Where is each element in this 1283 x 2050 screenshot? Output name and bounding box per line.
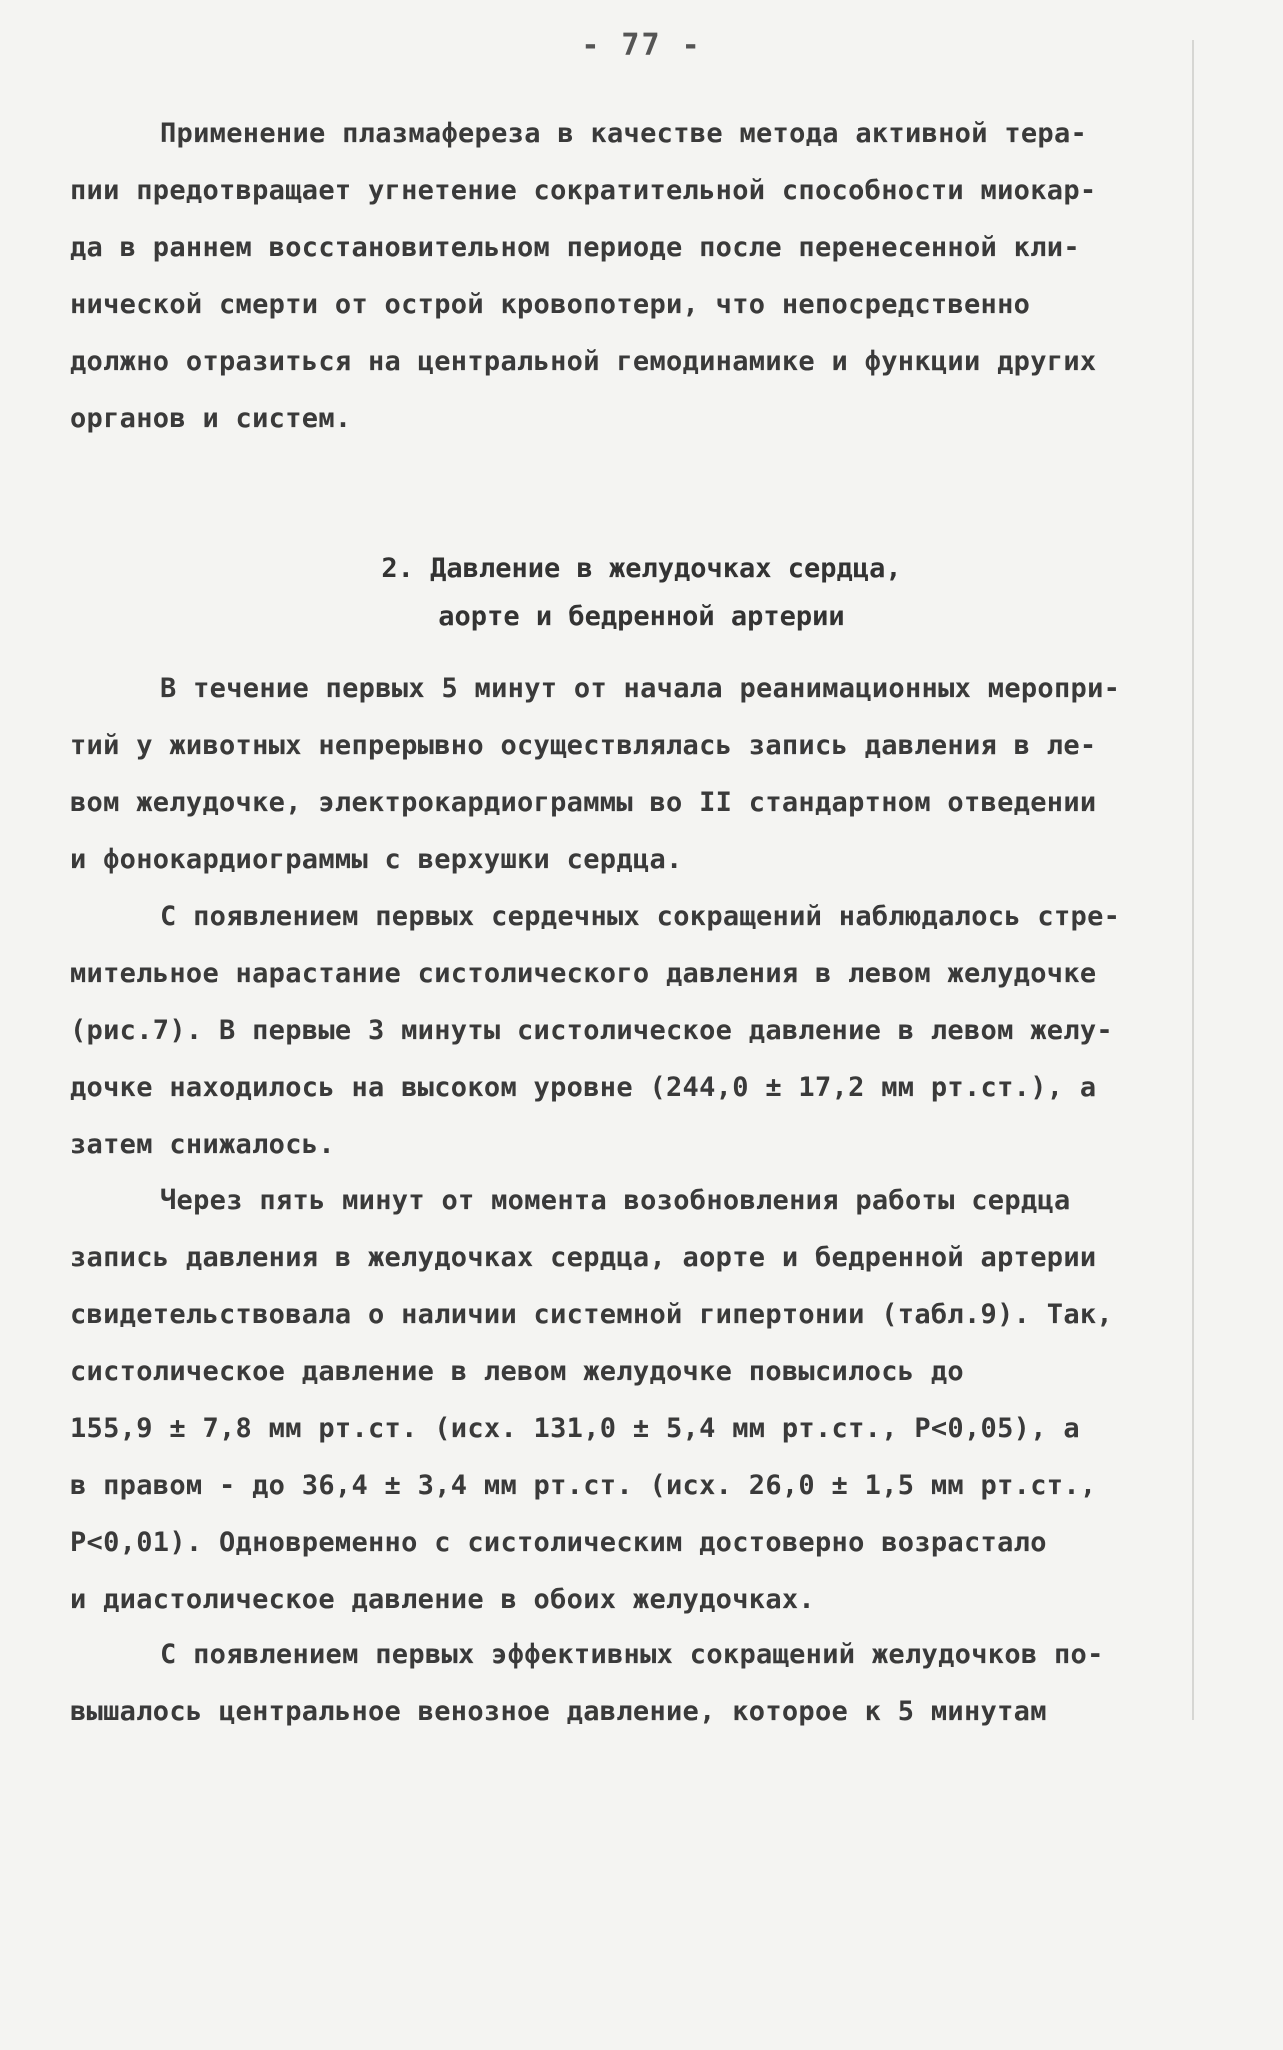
text-line: дочке находилось на высоком уровне (244,0 ± 17,2 мм рт.ст.), а	[70, 1072, 1097, 1103]
paragraph-venous-pressure	[70, 1626, 1180, 1740]
text-line: вышалось центральное венозное давление, которое к 5 минутам	[70, 1696, 1047, 1727]
text-line: да в раннем восстановительном периоде после перенесенной кли-	[70, 232, 1080, 263]
text-line: Через пять минут от момента возобновления работы сердца	[160, 1185, 1071, 1216]
text-line: В течение первых 5 минут от начала реанимационных меропри-	[160, 673, 1121, 704]
text-line: и фонокардиограммы с верхушки сердца.	[70, 844, 683, 875]
text-line: (рис.7). В первые 3 минуты систолическое давление в левом желу-	[70, 1015, 1113, 1046]
text-line: нической смерти от острой кровопотери, что непосредственно	[70, 289, 1031, 320]
text-line: С появлением первых сердечных сокращений наблюдалось стре-	[160, 901, 1121, 932]
paragraph-plasmapheresis	[70, 105, 1180, 447]
text-line: мительное нарастание систолического давления в левом желудочке	[70, 958, 1097, 989]
text-line: органов и систем.	[70, 403, 352, 434]
text-line: С появлением первых эффективных сокращений желудочков по-	[160, 1639, 1104, 1670]
paragraph-five-minutes	[70, 1172, 1180, 1628]
text-line: систолическое давление в левом желудочке повысилось до	[70, 1356, 964, 1387]
paragraph-first-minutes	[70, 660, 1180, 888]
text-line: пии предотвращает угнетение сократительной способности миокар-	[70, 175, 1097, 206]
text-line: Применение плазмафереза в качестве метода активной тера-	[160, 118, 1088, 149]
text-line: вом желудочке, электрокардиограммы во II стандартном отведении	[70, 787, 1097, 818]
section-heading-line-1: 2. Давление в желудочках сердца,	[381, 553, 902, 584]
text-line: свидетельствовала о наличии системной гипертонии (табл.9). Так,	[70, 1299, 1113, 1330]
section-heading	[0, 545, 1283, 641]
text-line: тий у животных непрерывно осуществлялась запись давления в ле-	[70, 730, 1097, 761]
text-line: в правом - до 36,4 ± 3,4 мм рт.ст. (исх. 26,0 ± 1,5 мм рт.ст.,	[70, 1470, 1097, 1501]
text-line: и диастолическое давление в обоих желудочках.	[70, 1584, 815, 1615]
text-line: запись давления в желудочках сердца, аорте и бедренной артерии	[70, 1242, 1097, 1273]
text-line: 155,9 ± 7,8 мм рт.ст. (исх. 131,0 ± 5,4 мм рт.ст., P<0,05), а	[70, 1413, 1080, 1444]
text-line: P<0,01). Одновременно с систолическим достоверно возрастало	[70, 1527, 1047, 1558]
paragraph-systolic-rise	[70, 888, 1180, 1173]
section-heading-line-2: аорте и бедренной артерии	[438, 601, 845, 632]
text-line: должно отразиться на центральной гемодинамике и функции других	[70, 346, 1097, 377]
text-line: затем снижалось.	[70, 1129, 335, 1160]
page-number: - 77 -	[581, 28, 702, 63]
page-margin-line	[1192, 40, 1194, 1720]
